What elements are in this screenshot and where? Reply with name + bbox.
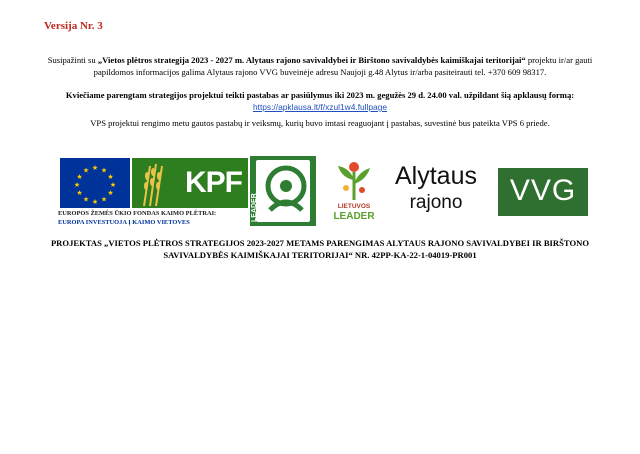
- alytus-rajono-logo: [380, 162, 492, 222]
- leader-emblem-icon: [256, 160, 310, 222]
- svg-text:★: ★: [82, 166, 90, 175]
- alytus-text: Alytaus: [395, 162, 477, 190]
- strategy-title: „Vietos plėtros strategija 2023 - 2027 m. Alytaus rajono savivaldybei ir Birštono savivaldybės kaimiškajai teritorijai“: [97, 55, 526, 65]
- sprout-icon: [326, 158, 382, 202]
- invite-paragraph: [40, 89, 600, 113]
- kpf-text: KPF: [185, 166, 242, 199]
- eu-flag-icon: [60, 158, 130, 208]
- eu-kpf-logo: [58, 156, 248, 228]
- svg-text:★: ★: [100, 195, 108, 204]
- kpf-logo: [132, 158, 248, 208]
- svg-text:★: ★: [91, 164, 99, 172]
- eu-invest-text: EUROPA INVESTUOJA Į KAIMO VIETOVES: [58, 219, 190, 226]
- project-title: PROJEKTAS „VIETOS PLĖTROS STRATEGIJOS 2023-2027 METAMS PARENGIMAS ALYTAUS RAJONO SAVIVALDYBEI IR BIRŠTONO SAVIVALDYBĖS KAIMIŠKAJAI TERITORIJAI“ NR. 42PP-KA-22-1-04019-PR001: [50, 238, 590, 260]
- notice-paragraph: VPS projektui rengimo metu gautos pastabų ir veiksmų, kurių buvo imtasi reaguojant į pastabas, suvestinė bus pateikta VPS 6 priede.: [90, 118, 550, 128]
- lietuvos-text: LIETUVOS: [337, 203, 371, 210]
- svg-text:★: ★: [91, 198, 99, 206]
- version-label: Versija Nr. 3: [44, 20, 103, 32]
- vvg-logo: [498, 168, 588, 216]
- leader-vertical-text: LEADER: [251, 193, 258, 222]
- intro-lead: Susipažinti su: [47, 55, 98, 65]
- svg-text:★: ★: [76, 173, 83, 181]
- leader-logo: [250, 156, 316, 226]
- svg-text:★: ★: [76, 189, 83, 197]
- vvg-text: VVG: [509, 174, 577, 207]
- svg-text:★: ★: [82, 195, 90, 204]
- sponsor-logos: [58, 156, 598, 228]
- intro-paragraph: [40, 54, 600, 78]
- svg-text:★: ★: [109, 181, 117, 189]
- lt-leader-text: LEADER: [333, 211, 375, 222]
- svg-text:★: ★: [107, 173, 114, 181]
- svg-text:★: ★: [100, 166, 108, 175]
- eu-fund-text: EUROPOS ŽEMĖS ŪKIO FONDAS KAIMO PLĖTRAI:: [58, 210, 217, 217]
- survey-link[interactable]: https://apklausa.lt/f/xzul1w4.fullpage: [252, 102, 388, 112]
- wheat-icon: [136, 158, 176, 208]
- svg-text:★: ★: [107, 189, 114, 197]
- invite-text: Kviečiame parengtam strategijos projektui teikti pastabas ar pasiūlymus iki 2023 m. gegužės 29 d. 24.00 val. užpildant šią apklausų formą:: [65, 90, 575, 100]
- lietuvos-leader-logo: [326, 158, 382, 228]
- svg-text:★: ★: [73, 181, 81, 189]
- rajono-text: rajono: [409, 192, 463, 213]
- intro-tail: projektu ir/ar gauti papildomos informacijos galima Alytaus rajono VVG buveinėje adresu Naujoji g.48 Alytus ir/arba pasiteirauti tel. +370 609 98317.: [93, 55, 593, 77]
